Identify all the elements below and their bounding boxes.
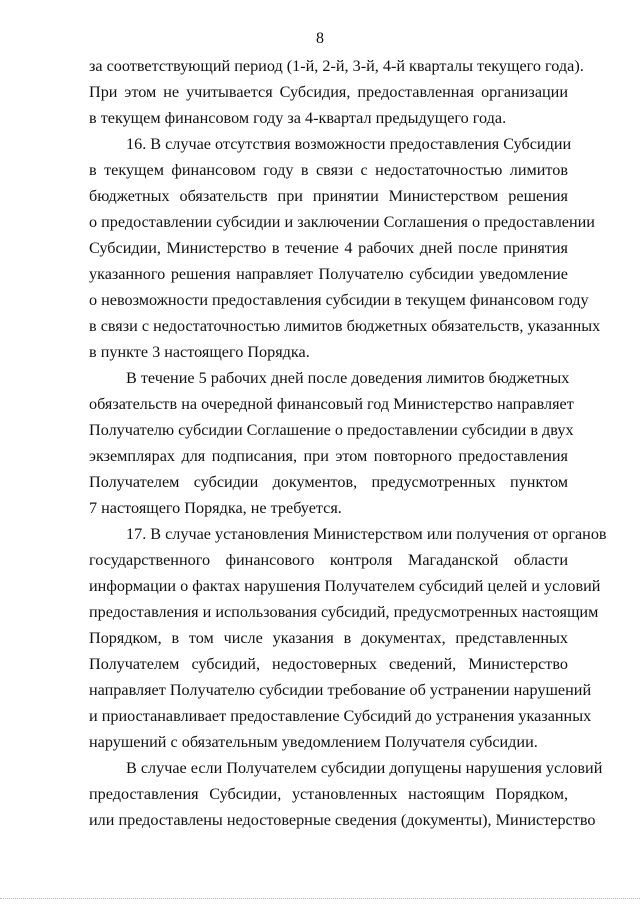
text-line: в текущем финансовом году в связи с недостаточностью лимитов	[89, 161, 568, 179]
text-line: бюджетных обязательств при принятии Министерством решения	[89, 187, 568, 205]
text-line: в связи с недостаточностью лимитов бюджетных обязательств, указанных	[89, 317, 601, 335]
text-line: обязательств на очередной финансовый год Министерство направляет	[89, 395, 574, 413]
text-line: за соответствующий период (1-й, 2-й, 3-й, 4-й кварталы текущего года).	[89, 57, 584, 75]
text-line: в текущем финансовом году за 4-квартал предыдущего года.	[89, 109, 507, 127]
page-number: 8	[316, 30, 324, 47]
text-line: предоставления Субсидии, установленных настоящим Порядком,	[89, 785, 568, 803]
text-line: о невозможности предоставления субсидии в текущем финансовом году	[89, 291, 589, 309]
paragraph-start-line: 17. В случае установления Министерством или получения от органов	[126, 525, 607, 543]
text-line: информации о фактах нарушения Получателем субсидий целей и условий	[89, 577, 601, 595]
text-line: экземплярах для подписания, при этом повторного предоставления	[89, 447, 568, 465]
text-line: предоставления и использования субсидий, предусмотренных настоящим	[89, 603, 599, 621]
text-line: Получателем субсидий, недостоверных сведений, Министерство	[89, 655, 568, 673]
paragraph-start-line: В случае если Получателем субсидии допущены нарушения условий	[126, 759, 603, 777]
text-line: Субсидии, Министерство в течение 4 рабочих дней после принятия	[89, 239, 568, 257]
paragraph-start-line: В течение 5 рабочих дней после доведения лимитов бюджетных	[126, 369, 570, 387]
text-line: государственного финансового контроля Магаданской области	[89, 551, 568, 569]
text-line: Получателем субсидии документов, предусмотренных пунктом	[89, 473, 568, 491]
text-line: в пункте 3 настоящего Порядка.	[89, 343, 310, 361]
text-line: о предоставлении субсидии и заключении Соглашения о предоставлении	[89, 213, 595, 231]
text-line: 7 настоящего Порядка, не требуется.	[89, 499, 342, 517]
text-line: Получателю субсидии Соглашение о предоставлении субсидии в двух	[89, 421, 574, 439]
text-line: направляет Получателю субсидии требование об устранении нарушений	[89, 681, 592, 699]
text-line: Порядком, в том числе указания в документах, представленных	[89, 629, 568, 647]
text-line: нарушений с обязательным уведомлением Получателя субсидии.	[89, 733, 538, 751]
text-line: При этом не учитывается Субсидия, предоставленная организации	[89, 83, 568, 101]
paragraph-start-line: 16. В случае отсутствия возможности предоставления Субсидии	[126, 135, 572, 153]
text-line: указанного решения направляет Получателю субсидии уведомление	[89, 265, 568, 283]
text-line: и приостанавливает предоставление Субсидий до устранения указанных	[89, 707, 592, 725]
page-bottom-edge	[0, 898, 640, 899]
text-line: или предоставлены недостоверные сведения (документы), Министерство	[89, 811, 596, 829]
